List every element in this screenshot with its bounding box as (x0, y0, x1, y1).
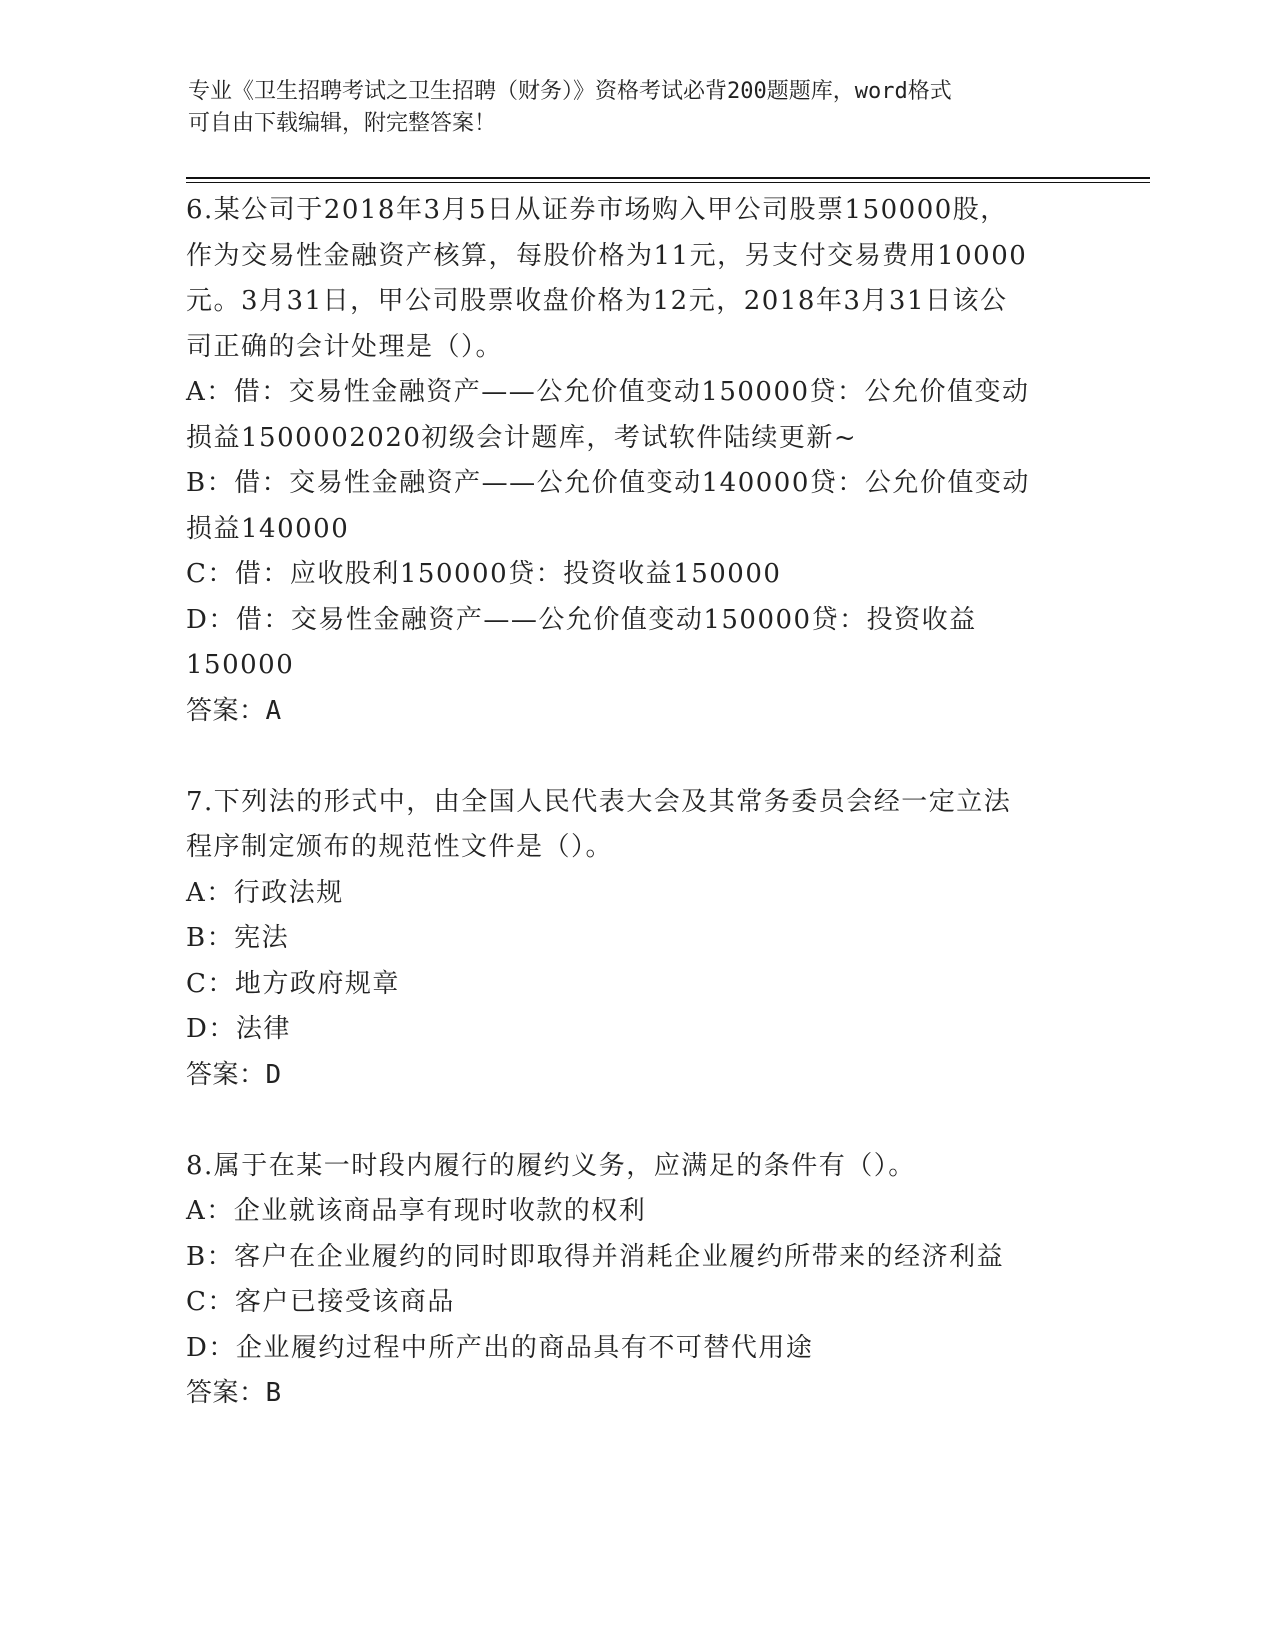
question-6 (186, 188, 1086, 734)
answer-value: B (265, 1378, 282, 1408)
answer-label: 答案： (186, 1378, 266, 1408)
question-stem-line: 6.某公司于2018年3月5日从证券市场购入甲公司股票150000股， (186, 195, 1008, 225)
question-stem-line: 元。3月31日，甲公司股票收盘价格为12元，2018年3月31日该公 (186, 286, 1008, 316)
question-spacer (186, 734, 1086, 780)
header-divider-thin (186, 182, 1150, 183)
option-line: C：借：应收股利150000贷：投资收益150000 (186, 559, 782, 589)
option-line: A：企业就该商品享有现时收款的权利 (186, 1196, 647, 1226)
option-line: B：借：交易性金融资产——公允价值变动140000贷：公允价值变动 (186, 468, 1030, 498)
header-line-1: 专业《卫生招聘考试之卫生招聘（财务）》资格考试必背200题题库，word格式 (188, 79, 952, 104)
option-line: A：行政法规 (186, 877, 344, 908)
question-8 (186, 1144, 1086, 1417)
question-stem-line: 程序制定颁布的规范性文件是（）。 (186, 832, 614, 862)
question-list (186, 188, 1086, 1417)
answer-line (186, 1053, 1086, 1099)
answer-line (186, 1371, 1086, 1417)
option-line: D：法律 (186, 1014, 291, 1044)
answer-line (186, 689, 1086, 735)
option-line: 损益1500002020初级会计题库，考试软件陆续更新~ (186, 422, 858, 453)
question-7 (186, 780, 1086, 1099)
document-header (188, 76, 1088, 140)
question-stem-line: 7.下列法的形式中，由全国人民代表大会及其常务委员会经一定立法 (186, 786, 1012, 817)
option-line: 150000 (186, 650, 295, 680)
header-line-2: 可自由下载编辑，附完整答案！ (188, 111, 497, 136)
answer-label: 答案： (186, 1059, 266, 1090)
answer-label: 答案： (186, 695, 266, 726)
answer-value: A (265, 695, 282, 726)
answer-value: D (265, 1059, 282, 1090)
option-line: D：企业履约过程中所产出的商品具有不可替代用途 (186, 1332, 814, 1363)
option-line: B：客户在企业履约的同时即取得并消耗企业履约所带来的经济利益 (186, 1241, 1005, 1272)
option-line: B：宪法 (186, 923, 290, 953)
header-divider-thick (186, 177, 1150, 179)
question-spacer (186, 1098, 1086, 1144)
question-stem-line: 司正确的会计处理是（）。 (186, 331, 504, 362)
option-line: 损益140000 (186, 513, 350, 544)
question-stem-line: 作为交易性金融资产核算，每股价格为11元，另支付交易费用10000 (186, 240, 1028, 271)
option-line: D：借：交易性金融资产——公允价值变动150000贷：投资收益 (186, 604, 977, 635)
option-line: C：地方政府规章 (186, 968, 400, 999)
option-line: C：客户已接受该商品 (186, 1287, 455, 1317)
option-line: A：借：交易性金融资产——公允价值变动150000贷：公允价值变动 (186, 377, 1030, 407)
question-stem-line: 8.属于在某一时段内履行的履约义务，应满足的条件有（）。 (186, 1150, 916, 1181)
